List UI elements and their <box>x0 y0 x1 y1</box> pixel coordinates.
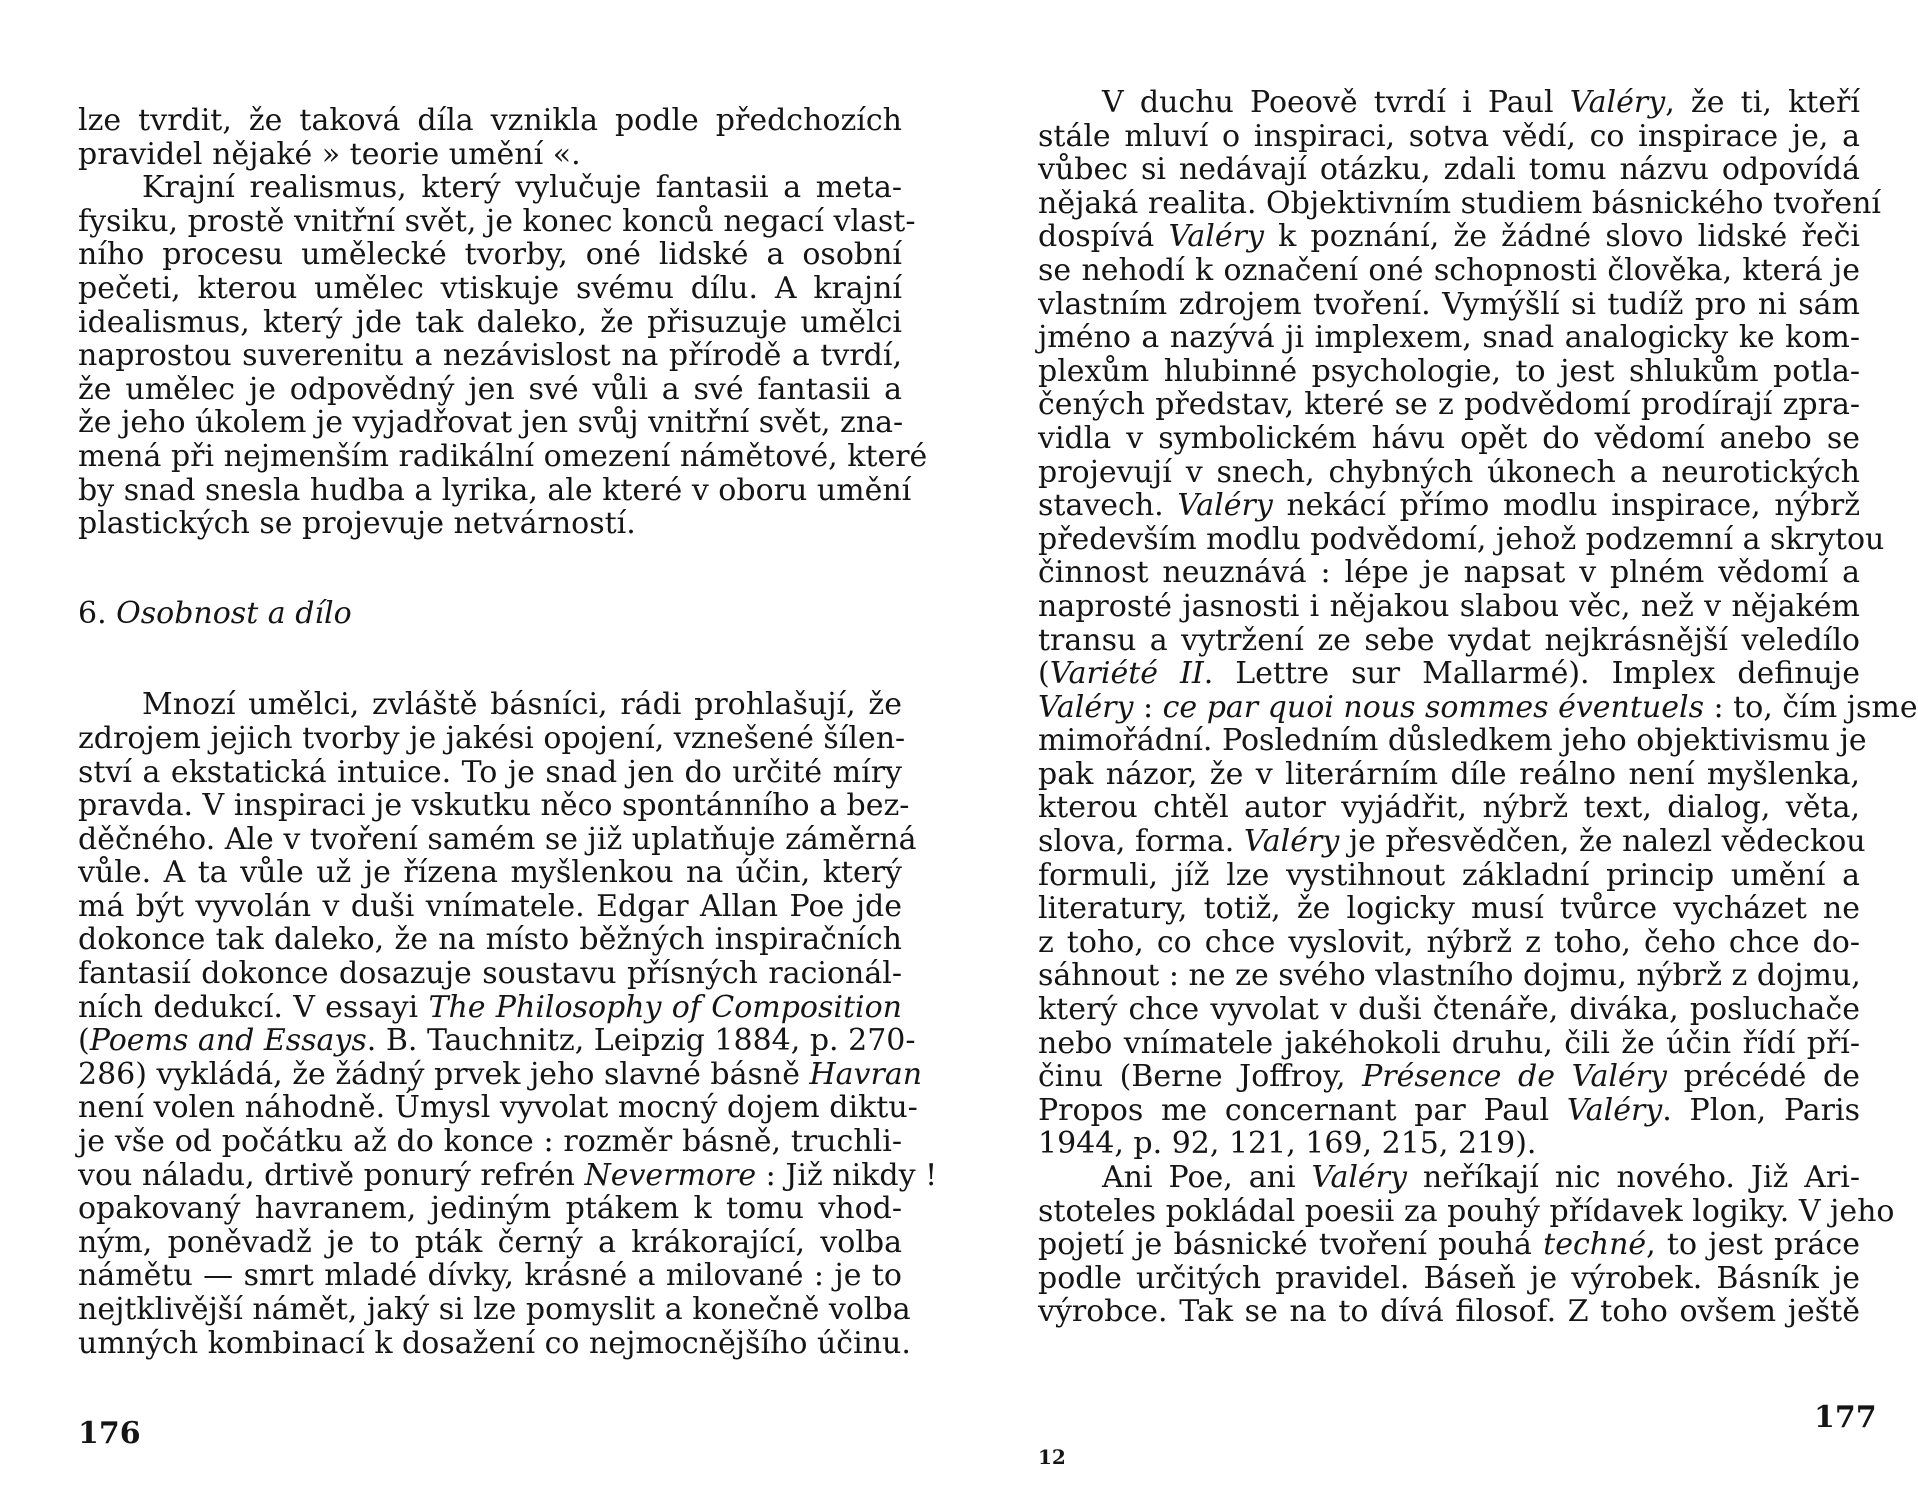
text-line: děčného. Ale v tvoření samém se již uplatňuje záměrná <box>78 821 917 857</box>
text-line: pojetí je básnické tvoření pouhá techné, to jest práce <box>1038 1227 1860 1263</box>
italic-phrase: Valéry <box>1243 824 1340 860</box>
text-line: 286) vykládá, že žádný prvek jeho slavné básně Havran <box>78 1056 923 1092</box>
italic-phrase: Valéry <box>1566 1092 1663 1128</box>
text-line: čených představ, které se z podvědomí prodírají zpra- <box>1038 387 1860 423</box>
text-line: výrobce. Tak se na to dívá filosof. Z toho ovšem ještě <box>1038 1294 1860 1330</box>
text-line: by snad snesla hudba a lyrika, ale které v oboru umění <box>78 472 912 508</box>
italic-phrase: Valéry <box>1038 689 1134 725</box>
text-line: pak názor, že v literárním díle reálno není myšlenka, <box>1038 756 1860 792</box>
text-line: sáhnout : ne ze svého vlastního dojmu, nýbrž z dojmu, <box>1038 958 1861 994</box>
text-line: nějaká realita. Objektivním studiem básnického tvoření <box>1038 185 1882 221</box>
text-line: ným, poněvadž je to pták černý a krákorající, volba <box>78 1224 902 1260</box>
text-line: umných kombinací k dosažení co nejmocnějšího účinu. <box>78 1325 911 1361</box>
text-line: (Poems and Essays. B. Tauchnitz, Leipzig 1884, p. 270- <box>78 1023 916 1059</box>
italic-phrase: Valéry <box>1177 488 1273 524</box>
section-heading <box>78 597 902 631</box>
text-line: že umělec je odpovědný jen své vůli a své fantasii a <box>78 371 902 407</box>
text-line: slova, forma. Valéry je přesvědčen, že nalezl vědeckou <box>1038 824 1866 860</box>
page-number: 177 <box>1814 1400 1877 1435</box>
text-line: námětu — smrt mladé dívky, krásné a milované : je to <box>78 1258 902 1294</box>
text-line: jméno a nazývá ji implexem, snad analogicky ke kom- <box>1038 320 1860 356</box>
paragraph <box>1038 1160 1895 1330</box>
signature-mark: 12 <box>1038 1445 1066 1469</box>
text-line: činnost neuznává : lépe je napsat v plném vědomí a <box>1038 555 1860 591</box>
text-line: vůbec si nedávají otázku, zdali tomu názvu odpovídá <box>1038 152 1860 188</box>
text-line: je vše od počátku až do konce : rozměr básně, truchli- <box>78 1124 902 1160</box>
text-line: naprostou suverenitu a nezávislost na přírodě a tvrdí, <box>78 338 902 374</box>
italic-phrase: Variété II <box>1049 656 1204 692</box>
text-line: (Variété II. Lettre sur Mallarmé). Implex definuje <box>1038 656 1860 692</box>
text-line: plexům hlubinné psychologie, to jest shlukům potla- <box>1038 353 1860 389</box>
text-line: činu (Berne Joffroy, Présence de Valéry précédé de <box>1038 1059 1861 1095</box>
text-line: ních dedukcí. V essayi The Philosophy of Composition <box>78 989 902 1025</box>
text-line: ství a ekstatická intuice. To je snad jen do určité míry <box>78 754 902 790</box>
paragraph <box>78 170 928 542</box>
text-line: nejtklivější námět, jaký si lze pomyslit a konečně volba <box>78 1292 911 1327</box>
text-line: naprosté jasnosti i nějakou slabou věc, než v nějakém <box>1038 588 1860 624</box>
paragraph <box>1038 85 1918 1162</box>
section-title: Osobnost a dílo <box>116 595 352 631</box>
text-line: literatury, totiž, že logicky musí tvůrce vycházet ne <box>1038 891 1860 927</box>
italic-phrase: Poems and Essays <box>89 1023 367 1059</box>
text-line: podle určitých pravidel. Báseň je výrobek. Básník je <box>1038 1260 1860 1296</box>
italic-phrase: Nevermore <box>584 1157 757 1193</box>
right-page <box>959 0 1918 1500</box>
text-line: V duchu Poeově tvrdí i Paul Valéry, že ti, kteří <box>1102 85 1860 120</box>
text-line: vou náladu, drtivě ponurý refrén Nevermore : Již nikdy ! <box>78 1157 938 1193</box>
text-line: že jeho úkolem je vyjadřovat jen svůj vnitřní svět, zna- <box>78 405 904 441</box>
text-line: vidla v symbolickém hávu opět do vědomí anebo se <box>1038 420 1860 456</box>
text-line: Ani Poe, ani Valéry neříkají nic nového. Již Ari- <box>1102 1160 1861 1195</box>
page-number: 176 <box>78 1416 141 1451</box>
text-line: stoteles pokládal poesii za pouhý přídavek logiky. V jeho <box>1038 1193 1895 1229</box>
text-line: Valéry : ce par quoi nous sommes éventuels : to, čím jsme <box>1038 689 1918 725</box>
text-line: dokonce tak daleko, že na místo běžných inspiračních <box>78 922 902 958</box>
text-line: fantasií dokonce dosazuje soustavu přísných racionál- <box>78 956 902 992</box>
right-text-column <box>1038 85 1918 1330</box>
text-line: mimořádní. Posledním důsledkem jeho objektivismu je <box>1038 723 1867 759</box>
text-line: který chce vyvolat v duši čtenáře, diváka, posluchače <box>1038 992 1860 1028</box>
text-line: z toho, co chce vyslovit, nýbrž z toho, čeho chce do- <box>1038 924 1860 960</box>
italic-phrase: Valéry <box>1168 219 1264 255</box>
text-line: idealismus, který jde tak daleko, že přisuzuje umělci <box>78 304 902 340</box>
italic-phrase: Valéry <box>1311 1160 1407 1195</box>
text-line: nebo vnímatele jakéhokoli druhu, čili že účin řídí pří- <box>1038 1025 1860 1061</box>
section-number: 6. <box>78 595 107 631</box>
italic-phrase: Valéry <box>1569 85 1666 120</box>
italic-phrase: techné <box>1543 1227 1647 1263</box>
text-line: se nehodí k označení oné schopnosti člověka, která je <box>1038 252 1860 288</box>
text-line: stavech. Valéry nekácí přímo modlu inspirace, nýbrž <box>1038 488 1861 524</box>
text-line: má být vyvolán v duši vnímatele. Edgar Allan Poe jde <box>78 888 902 924</box>
italic-phrase: ce par quoi nous sommes éventuels <box>1162 689 1704 725</box>
text-line: projevují v snech, chybných úkonech a neurotických <box>1038 454 1860 490</box>
text-line: zdrojem jejich tvorby je jakési opojení, vznešené šílen- <box>78 720 906 756</box>
left-text-column <box>78 103 938 1361</box>
text-line: vlastním zdrojem tvoření. Vymýšlí si tudíž pro ni sám <box>1038 286 1860 322</box>
paragraph <box>78 104 902 171</box>
text-line: ního procesu umělecké tvorby, oné lidské a osobní <box>78 237 902 273</box>
text-line: 1944, p. 92, 121, 169, 215, 219). <box>1038 1126 1537 1162</box>
text-line: vůle. A ta vůle už je řízena myšlenkou na účin, který <box>78 855 902 891</box>
text-line: především modlu podvědomí, jehož podzemní a skrytou <box>1038 521 1885 557</box>
text-line: pečeti, kterou umělec vtiskuje svému dílu. A krajní <box>78 270 902 306</box>
italic-phrase: Présence de Valéry <box>1362 1059 1668 1095</box>
text-line: dospívá Valéry k poznání, že žádné slovo lidské řeči <box>1038 219 1860 255</box>
text-line: není volen náhodně. Úmysl vyvolat mocný dojem diktu- <box>78 1090 918 1126</box>
text-line: Mnozí umělci, zvláště básníci, rádi prohlašují, že <box>142 687 902 723</box>
text-line: pravda. V inspiraci je vskutku něco spontánního a bez- <box>78 788 910 824</box>
text-line: Propos me concernant par Paul Valéry. Plon, Paris <box>1038 1092 1860 1128</box>
paragraph <box>78 687 938 1361</box>
text-line: opakovaný havranem, jediným ptákem k tomu vhod- <box>78 1191 902 1227</box>
text-line: lze tvrdit, že taková díla vznikla podle předchozích <box>78 103 902 138</box>
text-line: mená při nejmenším radikální omezení námětové, které <box>78 438 928 474</box>
text-line: Krajní realismus, který vylučuje fantasii a meta- <box>142 170 902 206</box>
text-line: kterou chtěl autor vyjádřit, nýbrž text, dialog, věta, <box>1038 790 1860 826</box>
italic-phrase: The Philosophy of Composition <box>428 989 902 1025</box>
text-line: pravidel nějaké » teorie umění «. <box>78 136 581 172</box>
italic-phrase: Havran <box>809 1056 923 1092</box>
text-line: stále mluví o inspiraci, sotva vědí, co inspirace je, a <box>1038 118 1860 154</box>
text-line: formuli, jíž lze vystihnout základní princip umění a <box>1038 857 1860 893</box>
text-line: transu a vytržení ze sebe vydat nejkrásnější veledílo <box>1038 622 1860 658</box>
text-line: fysiku, prostě vnitřní svět, je konec konců negací vlast- <box>78 203 916 239</box>
text-line: plastických se projevuje netvárností. <box>78 506 636 542</box>
